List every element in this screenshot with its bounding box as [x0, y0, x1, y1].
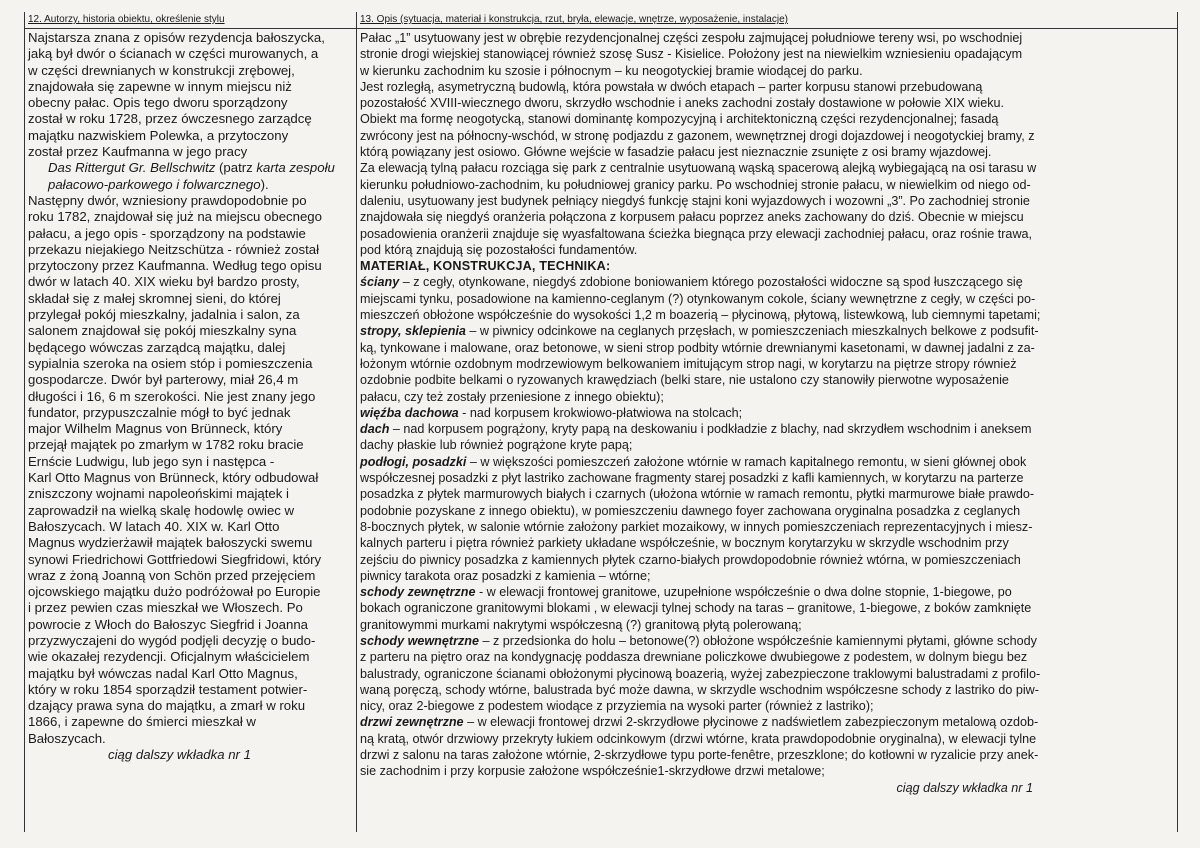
material-text: - w elewacji frontowej granitowe, uzupełnione współcześnie o dwa dolne stopnie, 1-biegowe, po	[475, 585, 1012, 600]
history-line: majątku nazwiskiem Polewka, a przytoczony	[28, 127, 289, 143]
material-term: schody wewnętrzne	[360, 633, 479, 648]
history-line: salonem znajdował się pokój mieszkalny syna	[28, 323, 297, 339]
history-line: sypialnia szeroka na osiem stóp i pomieszczenia	[28, 355, 313, 371]
material-term: schody zewnętrzne	[360, 585, 476, 600]
intro-line: Jest rozległą, asymetryczną budowlą, która powstała w dwóch etapach – parter korpusu stanowi przebudowaną	[360, 79, 983, 94]
material-item-line: piwnicy tarakota oraz posadzki z kamienia – wtórne;	[360, 568, 651, 583]
intro-line: daleniu, usytuowany jest budynek pełniący niegdyś funkcję stajni koni wyjazdowych i wozowni „3”. Po zachodniej stronie	[360, 193, 1030, 208]
material-term: podłogi, posadzki	[360, 454, 467, 469]
material-text: – z cegły, otynkowane, niegdyś zdobione boniowaniem którego pozostałości widoczne są spod łuszczącego się	[399, 275, 1023, 290]
material-item-first-line	[360, 421, 1173, 437]
material-item-line: podobnie pozyskane z innego obiektu), w pomieszczeniu dawnego foyer zachowana oryginalna posadzka z ceglanych	[360, 503, 1021, 518]
history-paragraph-2	[28, 193, 352, 747]
description-column	[357, 12, 1177, 832]
history-line: będącego wówczas zarządcą majątku, dalej	[28, 339, 286, 355]
material-text: – w elewacji frontowej drzwi 2-skrzydłowe płycinowe z nadświetlem zabezpieczonym metalową ozdob-	[463, 715, 1039, 730]
material-term: więźba dachowa	[360, 405, 459, 420]
material-item-line: łożonym wtórnie ozdobnym modrzewiowym belkowaniem imitującym strop nagi, w korytarzu na piętrze stropy również	[360, 356, 1017, 371]
material-text: – w większości pomieszczeń założone wtórnie w ramach kapitalnego remontu, w sieni głównej obok	[466, 454, 1027, 469]
material-item-line: drzwi z salonu na taras założone wtórnie, 2-skrzydłowe typu porte-fenêtre, przeszklone; do kotłowni w ryzalicie przy anek-	[360, 748, 1039, 763]
history-line: który w roku 1854 sporządził testament potwier-	[28, 681, 308, 697]
description-continuation: ciąg dalszy wkładka nr 1	[896, 780, 1033, 795]
history-continuation: ciąg dalszy wkładka nr 1	[108, 747, 251, 763]
history-line: zniszczony wojnami napoleońskimi majątek i	[28, 486, 289, 502]
history-line: Następny dwór, wzniesiony prawdopodobnie po	[28, 192, 307, 208]
history-line: fundator, przypuszczalnie mógł to być jednak	[28, 404, 291, 420]
history-header-text: 12. Autorzy, historia obiektu, określenie stylu	[28, 14, 225, 25]
work-reference	[28, 160, 352, 193]
work-title: Das Rittergut Gr. Bellschwitz	[48, 160, 216, 176]
material-item-line: kalnych parteru i piętra również parkiety układane współcześnie, w bocznym korytarzyku w skrzydle wschodnim przy	[360, 536, 1009, 551]
history-line: obecny pałac. Opis tego dworu sporządzony	[28, 95, 288, 111]
material-item-line: mieszczeń obłożone współcześnie do wysokości 1,2 m boazerią – płycinową, płytową, listewkową, lub ciemnymi tapetami;	[360, 308, 1041, 323]
history-line: Karl Otto Magnus von Brünneck, który odbudował	[28, 470, 319, 486]
material-item-first-line	[360, 633, 1173, 649]
history-header	[25, 12, 356, 29]
description-header	[357, 12, 1177, 29]
history-line: majątku był wówczas nadal Karl Otto Magnus,	[28, 665, 298, 681]
history-line: synowi Friedrichowi Gottfriedowi Siegfridowi, który	[28, 551, 322, 567]
material-item-line: waną poręczą, schody wtórne, balustrada być może dawna, w skrzydle wschodnim współczesne schody z lastriko do piw-	[360, 682, 1039, 697]
description-header-text: 13. Opis (sytuacja, materiał i konstrukcja, rzut, bryła, elewacje, wnętrze, wyposażenie, instalacje)	[360, 14, 788, 25]
material-item-first-line	[360, 405, 1173, 421]
material-item-line: ką, tynkowane i malowane, oraz betonowe, w sieni strop podbity wtórnie drewnianymi kasetonami, w dawnej jadalni z za-	[360, 340, 1035, 355]
intro-line: stronie drogi wiejskiej stanowiącej również szosę Susz - Kisielice. Położony jest na niewielkim wzniesieniu opadającym	[360, 47, 1023, 62]
history-line: przytoczony przez Kaufmanna. Według tego opisu	[28, 258, 322, 274]
material-item-line: pałacu, czy też zostały przeniesione z innego obiektu);	[360, 389, 664, 404]
material-items	[360, 274, 1173, 779]
work-note-prefix: (patrz	[215, 160, 257, 176]
intro-line: Pałac „1” usytuowany jest w obrębie rezydencjonalnej części zespołu zajmującej południowe tereny wsi, po wschodniej	[360, 31, 1023, 45]
history-line: powrocie z Włoch do Bałoszyc Siegfrid i Joanna	[28, 616, 309, 632]
material-item-line: z parteru na piętro oraz na kondygnację poddasza drewniane policzkowe dwubiegowe z podestem, w dolnym biegu bez	[360, 650, 1028, 665]
history-line: w części drewnianych w konstrukcji zrębowej,	[28, 62, 295, 78]
history-line: długości i 16, 6 m szerokości. Nie jest znany jego	[28, 388, 316, 404]
history-line: Ernście Ludwigu, lub jego syn i następca -	[28, 453, 275, 469]
history-body	[25, 29, 356, 763]
material-term: drzwi zewnętrzne	[360, 715, 464, 730]
history-line: gospodarcze. Dwór był parterowy, miał 26,4 m	[28, 372, 299, 388]
material-text: – w piwnicy odcinkowe na ceglanych przęsłach, w pomieszczeniach mieszkalnych belkowe z podsufit-	[465, 324, 1039, 339]
intro-line: pozostałość XVIII-wiecznego dworu, skrzydło wschodnie i aneks zachodni zostały dostawione w połowie XIX wieku.	[360, 96, 1005, 111]
history-line: przejął majątek po zmarłym w 1782 roku bracie	[28, 437, 304, 453]
material-item-line: współczesnej posadzki z płyt lastriko zachowane fragmenty starej posadzki z kafli kamiennych, w korytarzu na parterze	[360, 471, 1024, 486]
history-line: składał się z małej skromnej sieni, do której	[28, 290, 281, 306]
intro-line: w kierunku zachodnim ku szosie i północnym – ku neogotyckiej bramie wiodącej do parku.	[360, 63, 863, 78]
material-term: ściany	[360, 275, 400, 290]
material-item-line: balustrady, ograniczone ścianami obłożonymi płycinową boazerią, wyżej zabezpieczone traklowymi balustradami z profilo-	[360, 666, 1041, 681]
history-paragraph-1	[28, 30, 352, 160]
material-text: – z przedsionka do holu – betonowe(?) obłożone współcześnie kamiennymi płytami, główne schody	[478, 633, 1037, 648]
history-line: dwór w latach 40. XIX wieku był bardzo prosty,	[28, 274, 300, 290]
history-line: znajdowała się zapewne w innym miejscu niż	[28, 78, 292, 94]
material-term: stropy, sklepienia	[360, 324, 466, 339]
material-item-first-line	[360, 274, 1173, 290]
intro-line: zwrócony jest na północny-wschód, w stronę podjazdu z gazonem, wewnętrznej drogi dojazdowej i neogotyckiej bramy, z	[360, 128, 1035, 143]
material-item-line: zejściu do piwnicy posadzka z kamiennych płytek czarno-białych prowdopodobnie również wtórna, w pomieszczeniach	[360, 552, 1021, 567]
history-line: wraz z żoną Joanną von Schön przed przejęciem	[28, 567, 316, 583]
history-line: pałacu, a jego opis - sporządzony na podstawie	[28, 225, 306, 241]
description-intro	[360, 30, 1173, 258]
material-item-line: ną kratą, otwór drzwiowy przekryty łukiem odcinkowym (drzwi wtórne, krata prawdopodobnie oryginalna), w elewacji tylne	[360, 731, 1037, 746]
intro-line: Za elewacją tylną pałacu rozciąga się park z centralnie usytuowaną wąską spacerową alejką wybiegającą na osi tarasu w	[360, 161, 1037, 176]
history-line: przylegał pokój mieszkalny, jadalnia i salon, za	[28, 307, 300, 323]
material-item-line: miejscami tynku, posadowione na kamienno-ceglanym (?) otynkowanym cokole, ściany wewnętrzne z cegły, w części po-	[360, 291, 1036, 306]
material-item-line: nicy, oraz 2-biegowe z podestem wiodące z przyziemia na wysoki parter (również z lastriko);	[360, 699, 874, 714]
material-item-first-line	[360, 454, 1173, 470]
intro-line: kierunku południowo-zachodnim, ku południowej granicy parku. Po wschodniej stronie pałacu, w niewielkim od niego od-	[360, 177, 1031, 192]
material-item-first-line	[360, 714, 1173, 730]
history-line: zaprowadził na wielką skalę hodowlę owiec w	[28, 502, 295, 518]
description-body	[357, 29, 1177, 796]
history-column	[25, 12, 357, 832]
history-line: wie okazałej rezydencji. Oficjalnym właścicielem	[28, 649, 310, 665]
history-line: został w roku 1728, przez ówczesnego zarządcę	[28, 111, 312, 127]
history-line: przyzwyczajeni do wygód podjęli decyzję o budo-	[28, 632, 316, 648]
history-line: Najstarsza znana z opisów rezydencja bałoszycka,	[28, 30, 325, 45]
work-note-italic: karta zespołu pałacowo-parkowego i folwarcznego	[48, 160, 335, 192]
material-item-first-line	[360, 323, 1173, 339]
history-line: roku 1782, znajdował się już na miejscu obecnego	[28, 209, 322, 225]
material-item-line: posadzka z płytek marmurowych białych i czarnych (ułożona wtórnie w ramach remontu, płytki marmurowe białe prawdo-	[360, 487, 1035, 502]
material-item-line: dachy płaskie lub również pogrążone kryte papą;	[360, 438, 633, 453]
history-line: Bałoszycach.	[28, 730, 106, 746]
history-line: major Wilhelm Magnus von Brünneck, który	[28, 421, 283, 437]
history-line: jaką był dwór o ścianach w części murowanych, a	[28, 46, 319, 62]
material-item-first-line	[360, 584, 1173, 600]
material-section-title: MATERIAŁ, KONSTRUKCJA, TECHNIKA:	[360, 259, 611, 274]
intro-line: posadowienia oranżerii znajduje się wyasfaltowana ścieżka biegnąca przy elewacji zachodniej pałacu, oraz rośnie trawa,	[360, 226, 1033, 241]
intro-line: którą powiązany jest osiowo. Główne wejście w fasadzie pałacu jest nieznacznie zsunięte z osi bramy wjazdowej.	[360, 145, 992, 160]
material-item-line: sie zachodnim i przy korpusie założone współcześnie1-skrzydłowe drzwi metalowe;	[360, 764, 825, 779]
intro-line: Obiekt ma formę neogotycką, stanowi dominantę kompozycyjną i architektoniczną części rezydencjonalnej; fasadą	[360, 112, 999, 127]
record-card-form	[24, 12, 1178, 832]
history-line: 1866, i zapewne do śmierci mieszkał w	[28, 714, 256, 730]
intro-line: pod którą znajdują się pozostałości fundamentów.	[360, 242, 638, 257]
intro-line: znajdowała się niegdyś oranżeria połączona z korpusem pałacu poprzez aneks zachowany do dziś. Obecnie w miejscu	[360, 210, 1024, 225]
material-term: dach	[360, 422, 390, 437]
material-text: – nad korpusem pogrążony, kryty papą na deskowaniu i podkładzie z blachy, nad skrzydłem wschodnim i aneksem	[389, 422, 1032, 437]
history-line: ojcowskiego majątku dużo podróżował po Europie	[28, 584, 321, 600]
work-note-suffix: ).	[260, 176, 269, 192]
history-line: przekazu niejakiego Neitzschütza - również został	[28, 241, 319, 257]
history-line: Bałoszycach. W latach 40. XIX w. Karl Otto	[28, 518, 280, 534]
material-item-line: granitowymmi murkami nakrytymi współczesną (?) granitową płytą polerowaną;	[360, 617, 802, 632]
material-item-line: ozdobnie podbite belkami o ryzowanych krawędziach (belki stare, nie ustalono czy stanowiły pierwotne wyposażenie	[360, 373, 1009, 388]
material-item-line: 8-bocznych płytek, w salonie wtórnie założony parkiet mozaikowy, w innych pomieszczeniach reprezentacyjnych i miesz-	[360, 519, 1033, 534]
history-line: i przez pewien czas mieszkał we Włoszech. Po	[28, 600, 303, 616]
material-text: - nad korpusem krokwiowo-płatwiowa na stolcach;	[458, 405, 743, 420]
history-line: został przez Kaufmanna w jego pracy	[28, 144, 248, 160]
history-line: Magnus wydzierżawił majątek bałoszycki swemu	[28, 535, 313, 551]
material-item-line: bokach ograniczone granitowymi blokami , w elewacji tylnej schody na taras – granitowe, 1-biegowe, z boków zamknięte	[360, 601, 1032, 616]
history-line: dzający prawa syna do majątku, a zmarł w roku	[28, 698, 306, 714]
